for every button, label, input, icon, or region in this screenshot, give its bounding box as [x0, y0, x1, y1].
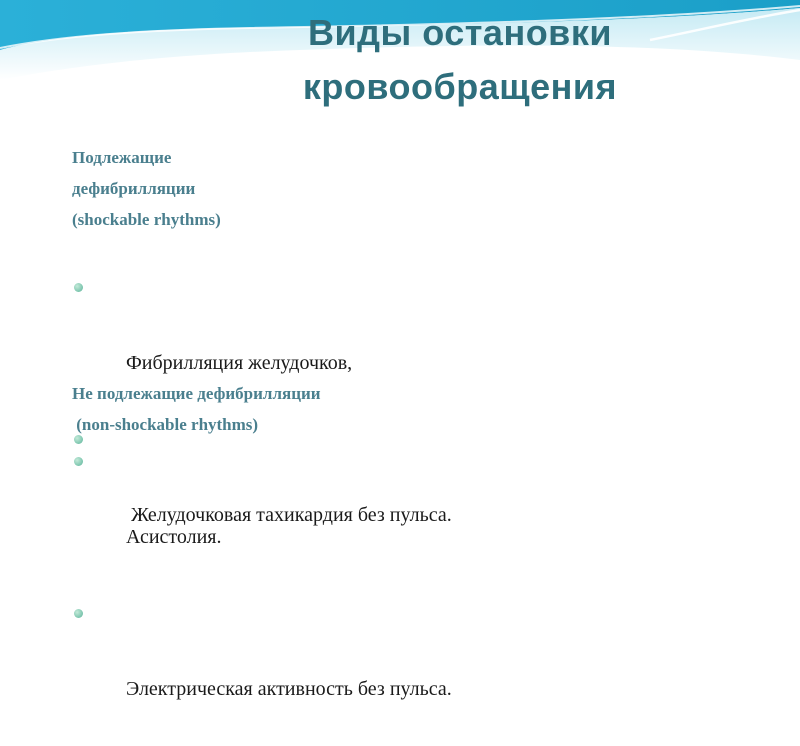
- title-line-2: кровообращения: [302, 66, 618, 107]
- list-item: [72, 594, 452, 746]
- shockable-heading: [72, 142, 221, 235]
- non-shockable-heading-line-2: (non-shockable rhythms): [72, 415, 259, 434]
- non-shockable-list: [72, 442, 452, 746]
- shockable-heading-line-1: Подлежащие: [72, 148, 172, 167]
- shockable-heading-line-2: дефибрилляции: [72, 179, 196, 198]
- bullet-dot-icon: [74, 457, 83, 466]
- bullet-dot-icon: [74, 283, 83, 292]
- list-item-text: Асистолия.: [126, 526, 222, 548]
- slide-title: [200, 6, 720, 114]
- list-item-text: Желудочковая тахикардия без пульса.: [126, 504, 452, 526]
- shockable-heading-line-3: (shockable rhythms): [72, 210, 221, 229]
- title-line-1: Виды остановки: [308, 12, 612, 53]
- non-shockable-heading: [72, 378, 321, 440]
- list-item: [72, 442, 452, 594]
- bullet-dot-icon: [74, 609, 83, 618]
- list-item-text: Электрическая активность без пульса.: [126, 678, 452, 700]
- list-item-text: Фибрилляция желудочков,: [126, 352, 353, 374]
- non-shockable-heading-line-1: Не подлежащие дефибрилляции: [72, 384, 321, 403]
